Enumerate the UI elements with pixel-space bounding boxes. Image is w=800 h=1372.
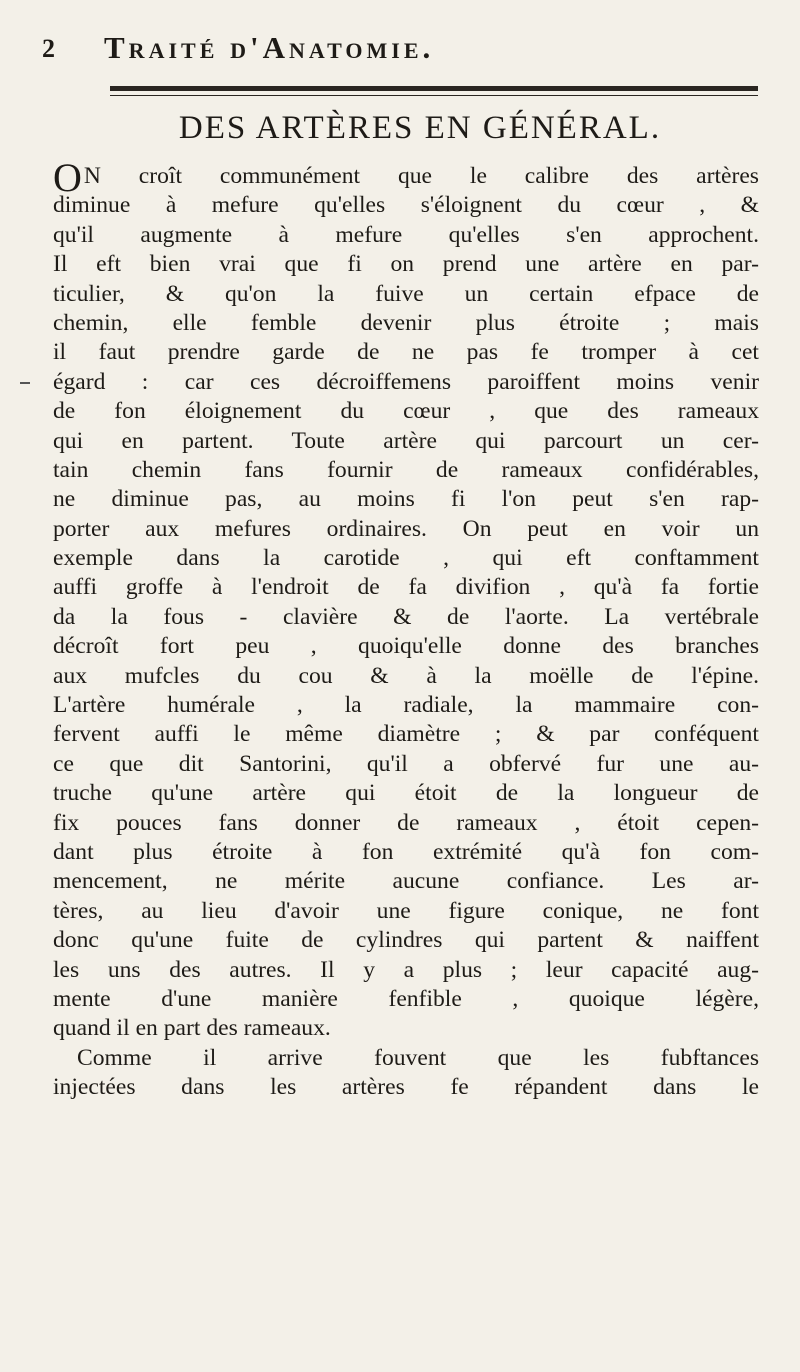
- text-line: Comme il arrive fouvent que les fubftances: [77, 1044, 759, 1071]
- text-line: il faut prendre garde de ne pas fe tromper à cet: [53, 339, 759, 366]
- text-line: égard : car ces décroiffemens paroiffent moins venir: [53, 368, 759, 395]
- text-line: dant plus étroite à fon extrémité qu'à fon com-: [53, 838, 759, 865]
- header-rule-thick: [110, 86, 758, 91]
- text-line: mencement, ne mérite aucune confiance. Les ar-: [53, 868, 759, 895]
- text-line: ON croît communément que le calibre des artères: [53, 155, 759, 200]
- section-heading: DES ARTÈRES EN GÉNÉRAL.: [178, 110, 662, 146]
- text-line: aux mufcles du cou & à la moëlle de l'épine.: [53, 662, 759, 689]
- text-line: quand il en part des rameaux.: [53, 1015, 331, 1042]
- text-line: fix pouces fans donner de rameaux , étoit cepen-: [53, 809, 759, 836]
- text-line: Il eft bien vrai que fi on prend une artère en par-: [53, 251, 759, 278]
- text-line: ne diminue pas, au moins fi l'on peut s'en rap-: [53, 486, 759, 513]
- page-number: 2: [42, 34, 55, 63]
- margin-mark: [20, 382, 30, 384]
- text-line: L'artère humérale , la radiale, la mammaire con-: [53, 692, 759, 719]
- text-line: chemin, elle femble devenir plus étroite ; mais: [53, 309, 759, 336]
- body-text: [53, 155, 759, 1103]
- text-line: ce que dit Santorini, qu'il a obfervé fur une au-: [53, 750, 759, 777]
- text-line: les uns des autres. Il y a plus ; leur capacité aug-: [53, 956, 759, 983]
- text-line: diminue à mefure qu'elles s'éloignent du cœur , &: [53, 192, 759, 219]
- text-line: fervent auffi le même diamètre ; & par conféquent: [53, 721, 759, 748]
- text-line: donc qu'une fuite de cylindres qui partent & naiffent: [53, 927, 759, 954]
- running-title: Traité d'Anatomie.: [104, 30, 435, 65]
- text-line: injectées dans les artères fe répandent dans le: [53, 1074, 759, 1101]
- text-line: de fon éloignement du cœur , que des rameaux: [53, 398, 759, 425]
- running-head: [40, 30, 760, 70]
- drop-cap: O: [53, 155, 82, 200]
- text-line: porter aux mefures ordinaires. On peut en voir un: [53, 515, 759, 542]
- text-line: qui en partent. Toute artère qui parcourt un cer-: [53, 427, 759, 454]
- text-line: tain chemin fans fournir de rameaux confidérables,: [53, 456, 759, 483]
- header-rule-thin: [110, 95, 758, 96]
- text-line: da la fous - clavière & de l'aorte. La vertébrale: [53, 603, 759, 630]
- text-line: tères, au lieu d'avoir une figure conique, ne font: [53, 897, 759, 924]
- text-line: exemple dans la carotide , qui eft conftamment: [53, 545, 759, 572]
- text-line: truche qu'une artère qui étoit de la longueur de: [53, 780, 759, 807]
- text-line: ticulier, & qu'on la fuive un certain efpace de: [53, 280, 759, 307]
- text-line: auffi groffe à l'endroit de fa divifion , qu'à fa fortie: [53, 574, 759, 601]
- text-line: décroît fort peu , quoiqu'elle donne des branches: [53, 633, 759, 660]
- text-line: qu'il augmente à mefure qu'elles s'en approchent.: [53, 221, 759, 248]
- text-line: mente d'une manière fenfible , quoique légère,: [53, 985, 759, 1012]
